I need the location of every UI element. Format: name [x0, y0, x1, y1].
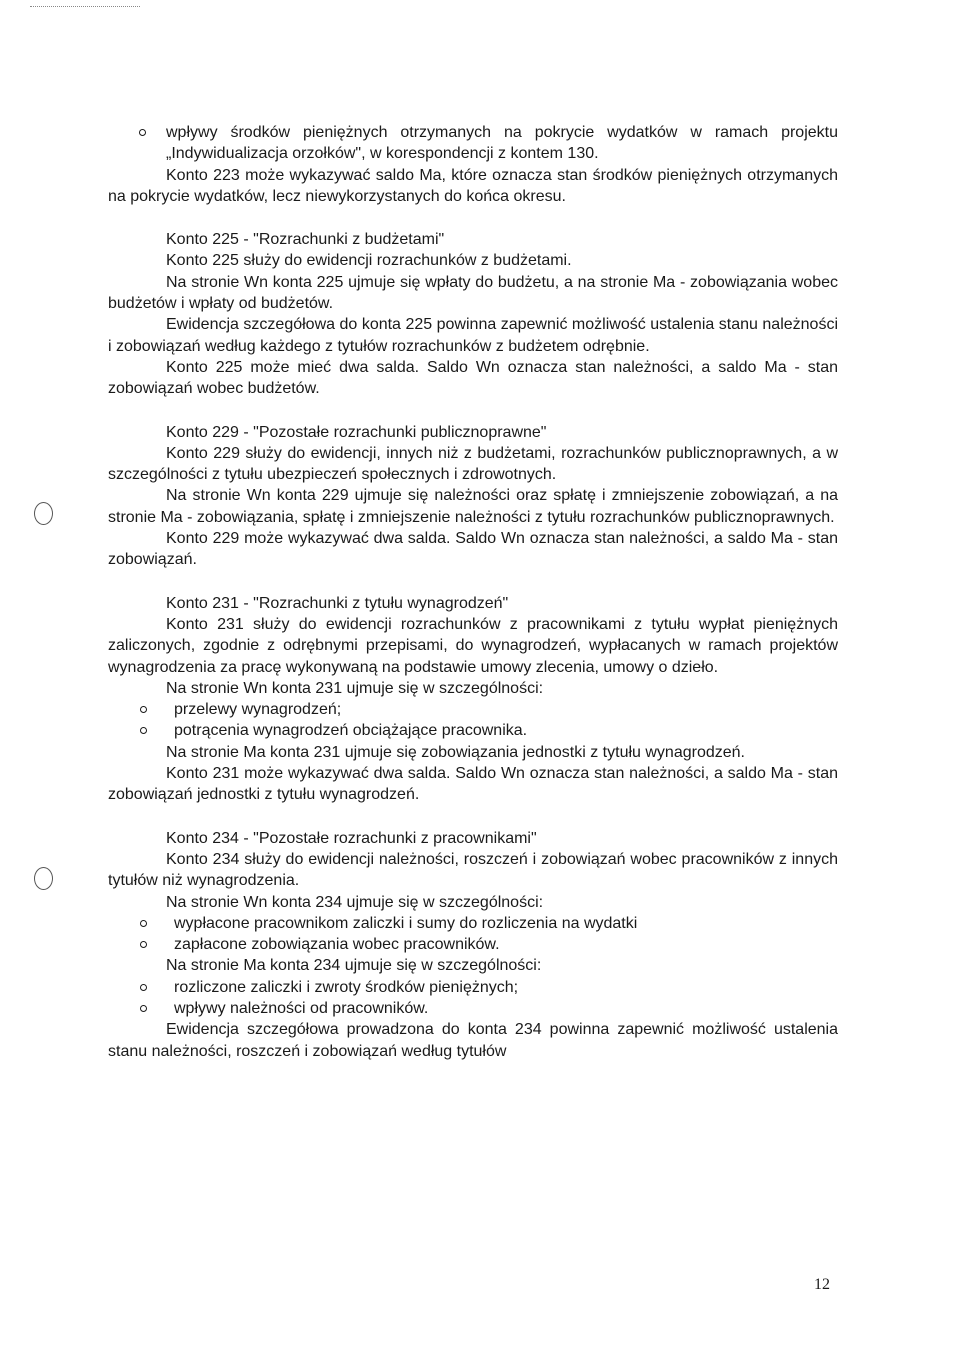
paragraph: Na stronie Ma konta 231 ujmuje się zobowiązania jednostki z tytułu wynagrodzeń.: [166, 743, 745, 761]
document-body: [108, 122, 838, 1062]
paragraph: Konto 231 służy do ewidencji rozrachunków z pracownikami z tytułu wypłat pieniężnych zaliczonych, zgodnie z odrębnymi przepisami, do wynagrodzeń, wypłacanych w ramach projektów wynagrodzenia za pracę wykonywaną na podstawie umowy zlecenia, umowy o dzieło.: [108, 615, 838, 676]
list-item: wpływy środków pieniężnych otrzymanych na pokrycie wydatków w ramach projektu „Indywidualizacja orzołków", w korespondencji z kontem 130.: [108, 122, 838, 165]
list-item: potrącenia wynagrodzeń obciążające pracownika.: [108, 720, 838, 741]
paragraph: Na stronie Wn konta 229 ujmuje się należności oraz spłatę i zmniejszenie zobowiązań, a na stronie Ma - zobowiązania, spłatę i zmniejszenie należności z tytułu rozrachunków publicznoprawnych.: [108, 487, 838, 526]
page-number: 12: [814, 1276, 830, 1293]
punch-hole-bottom: [34, 867, 53, 890]
paragraph: Konto 225 może mieć dwa salda. Saldo Wn oznacza stan należności, a saldo Ma - stan zobowiązań wobec budżetów.: [108, 358, 838, 398]
paragraph: Na stronie Ma konta 234 ujmuje się w szczególności:: [166, 957, 542, 975]
list-item: przelewy wynagrodzeń;: [108, 699, 838, 720]
paragraph: Na stronie Wn konta 231 ujmuje się w szczególności:: [166, 679, 544, 697]
paragraph: Konto 229 może wykazywać dwa salda. Saldo Wn oznacza stan należności, a saldo Ma - stan zobowiązań.: [108, 530, 838, 569]
list-item: wpływy należności od pracowników.: [108, 998, 838, 1019]
section-heading: Konto 225 - "Rozrachunki z budżetami": [166, 231, 445, 249]
scan-speck: [30, 6, 140, 9]
paragraph: Konto 231 może wykazywać dwa salda. Saldo Wn oznacza stan należności, a saldo Ma - stan zobowiązań jednostki z tytułu wynagrodzeń.: [108, 765, 838, 804]
section-heading: Konto 234 - "Pozostałe rozrachunki z pracownikami": [166, 829, 537, 847]
list-item: rozliczone zaliczki i zwroty środków pieniężnych;: [108, 977, 838, 998]
punch-hole-top: [34, 502, 53, 525]
paragraph: Na stronie Wn konta 225 ujmuje się wpłaty do budżetu, a na stronie Ma - zobowiązania wobec budżetów i wpłaty od budżetów.: [108, 273, 838, 313]
paragraph: Konto 229 służy do ewidencji, innych niż z budżetami, rozrachunków publicznoprawnych, a w szczególności z tytułu ubezpieczeń społecznych i zdrowotnych.: [108, 444, 838, 484]
paragraph: Konto 234 służy do ewidencji należności, roszczeń i zobowiązań wobec pracowników z innych tytułów niż wynagrodzenia.: [108, 850, 838, 890]
paragraph: Konto 225 służy do ewidencji rozrachunków z budżetami.: [166, 252, 572, 270]
paragraph: Na stronie Wn konta 234 ujmuje się w szczególności:: [166, 893, 544, 911]
section-heading: Konto 229 - "Pozostałe rozrachunki publicznoprawne": [166, 423, 547, 441]
list-item: zapłacone zobowiązania wobec pracowników.: [108, 934, 838, 955]
section-heading: Konto 231 - "Rozrachunki z tytułu wynagrodzeń": [166, 594, 509, 612]
paragraph: Ewidencja szczegółowa do konta 225 powinna zapewnić możliwość ustalenia stanu należności i zobowiązań według każdego z tytułów rozrachunków z budżetem odrębnie.: [108, 316, 838, 355]
paragraph: Konto 223 może wykazywać saldo Ma, które oznacza stan środków pieniężnych otrzymanych na pokrycie wydatków, lecz niewykorzystanych do końca okresu.: [108, 166, 838, 205]
paragraph: Ewidencja szczegółowa prowadzona do konta 234 powinna zapewnić możliwość ustalenia stanu należności, roszczeń i zobowiązań według tytułów: [108, 1021, 838, 1060]
list-item: wypłacone pracownikom zaliczki i sumy do rozliczenia na wydatki: [108, 913, 838, 934]
